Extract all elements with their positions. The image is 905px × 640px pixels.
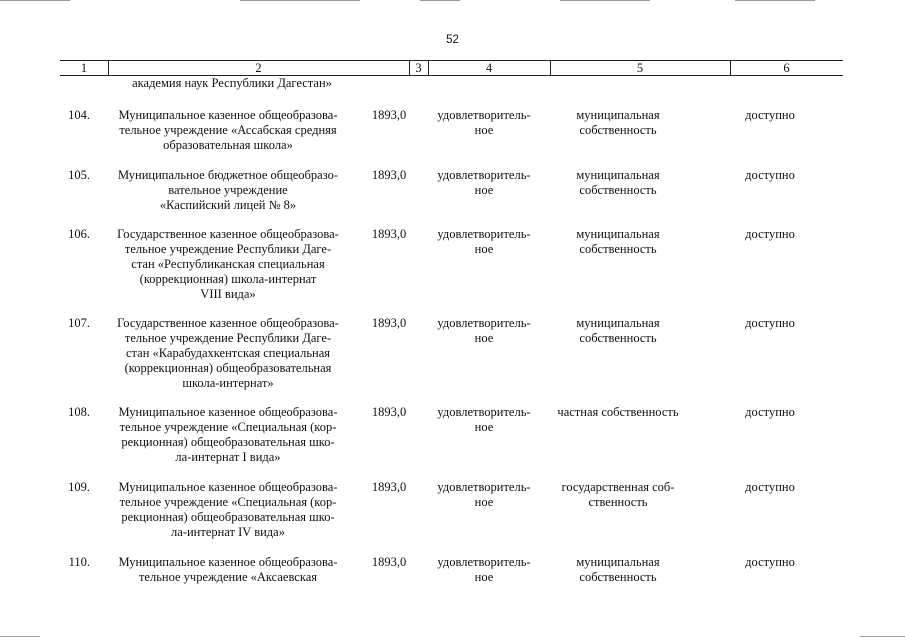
ownership-line: муниципальная (576, 227, 660, 241)
row-number: 108. (68, 405, 90, 419)
institution-name-line: Муниципальное казенное общеобразова- (118, 405, 338, 419)
ownership (548, 480, 688, 510)
availability: доступно (745, 555, 795, 569)
institution-name (108, 480, 348, 540)
institution-name-line: (коррекционная) школа-интернат (139, 272, 317, 286)
institution-name-line: тельное учреждение «Специальная (кор- (119, 495, 337, 509)
institution-name-line: тельное учреждение «Ассабская средняя (119, 123, 337, 137)
scan-artifact-top (0, 0, 70, 1)
ownership-line: собственность (579, 570, 657, 584)
institution-name-line: тельное учреждение «Аксаевская (138, 570, 318, 584)
condition (428, 227, 540, 257)
area-value: 1893,0 (371, 227, 407, 241)
institution-name-line: «Каспийский лицей № 8» (159, 198, 297, 212)
condition-line: удовлетворитель- (437, 168, 531, 182)
condition (428, 168, 540, 198)
institution-name-line: тельное учреждение Республики Даге- (124, 331, 332, 345)
condition-line: ное (474, 570, 494, 584)
ownership-line: муниципальная (576, 316, 660, 330)
institution-name-line: стан «Республиканская специальная (131, 257, 325, 271)
institution-name-line: тельное учреждение Республики Даге- (124, 242, 332, 256)
ownership-line: собственность (579, 183, 657, 197)
ownership (548, 108, 688, 138)
condition-line: ное (474, 420, 494, 434)
area-value: 1893,0 (371, 405, 407, 419)
availability: доступно (745, 108, 795, 122)
ownership (548, 227, 688, 257)
page-number: 52 (446, 34, 459, 46)
institution-name (108, 555, 348, 585)
scan-artifact-top (240, 0, 360, 1)
ownership-line: собственность (579, 123, 657, 137)
ownership (548, 555, 688, 585)
row-number: 107. (68, 316, 90, 330)
condition-line: удовлетворитель- (437, 227, 531, 241)
availability: доступно (745, 480, 795, 494)
institution-name-line: Муниципальное казенное общеобразова- (118, 480, 338, 494)
area-value: 1893,0 (371, 480, 407, 494)
condition (428, 555, 540, 585)
ownership (548, 168, 688, 198)
institution-name-line: (коррекционная) общеобразовательная (124, 361, 332, 375)
institution-name (108, 405, 348, 465)
ownership-line: муниципальная (576, 168, 660, 182)
scan-artifact-bottom (860, 636, 905, 637)
condition-line: ное (474, 183, 494, 197)
institution-name-line: образовательная школа» (163, 138, 293, 152)
institution-name-line: Муниципальное казенное общеобразова- (118, 108, 338, 122)
column-header-2: 2 (255, 61, 262, 75)
ownership-line: частная собственность (557, 405, 679, 419)
area-value: 1893,0 (371, 168, 407, 182)
institution-name-line: Государственное казенное общеобразова- (117, 227, 339, 241)
area-value: 1893,0 (371, 316, 407, 330)
institution-name (108, 108, 348, 153)
row-number: 104. (68, 108, 90, 122)
condition-line: удовлетворитель- (437, 108, 531, 122)
ownership-line: государственная соб- (561, 480, 675, 494)
scan-artifact-top (735, 0, 815, 1)
institution-name-line: стан «Карабудахкентская специальная (125, 346, 331, 360)
institution-name-line: ла-интернат I вида» (175, 450, 281, 464)
area-value: 1893,0 (371, 108, 407, 122)
availability: доступно (745, 227, 795, 241)
institution-name-line: тельное учреждение «Специальная (кор- (119, 420, 337, 434)
institution-name-line: рекционная) общеобразовательная шко- (121, 510, 335, 524)
institution-name-line: Муниципальное бюджетное общеобразо- (117, 168, 338, 182)
scan-artifact-bottom (0, 636, 40, 637)
column-header-4: 4 (485, 61, 493, 75)
ownership-line: ственность (588, 495, 648, 509)
institution-name-line: рекционная) общеобразовательная шко- (121, 435, 335, 449)
condition-line: удовлетворитель- (437, 316, 531, 330)
availability: доступно (745, 168, 795, 182)
institution-name-line: ла-интернат IV вида» (171, 525, 285, 539)
column-header-1: 1 (80, 61, 88, 75)
column-header-3: 3 (415, 61, 422, 75)
institution-name-line: школа-интернат» (182, 376, 274, 390)
condition (428, 316, 540, 346)
column-header-5: 5 (636, 61, 644, 75)
institution-name (108, 316, 348, 391)
row-number: 105. (68, 168, 90, 182)
row-number: 106. (68, 227, 90, 241)
institution-name (108, 227, 348, 302)
table-header (60, 60, 843, 76)
column-header-6: 6 (783, 61, 790, 75)
row-number: 109. (68, 480, 90, 494)
ownership-line: муниципальная (576, 555, 660, 569)
institution-name-line: вательное учреждение (168, 183, 288, 197)
institution-name (108, 168, 348, 213)
condition (428, 480, 540, 510)
row-number: 110. (68, 555, 90, 569)
condition-line: удовлетворитель- (437, 405, 531, 419)
condition-line: ное (474, 123, 494, 137)
institution-name-line: Государственное казенное общеобразова- (117, 316, 339, 330)
condition (428, 108, 540, 138)
condition-line: удовлетворитель- (437, 480, 531, 494)
ownership-line: собственность (579, 242, 657, 256)
condition-line: удовлетворитель- (437, 555, 531, 569)
institution-name-line: Муниципальное казенное общеобразова- (118, 555, 338, 569)
ownership (548, 405, 688, 420)
ownership (548, 316, 688, 346)
continued-text: академия наук Республики Дагестан» (132, 76, 332, 90)
area-value: 1893,0 (371, 555, 407, 569)
scan-artifact-top (420, 0, 460, 1)
institution-name-line: VIII вида» (200, 287, 256, 301)
availability: доступно (745, 405, 795, 419)
condition-line: ное (474, 242, 494, 256)
condition-line: ное (474, 331, 494, 345)
availability: доступно (745, 316, 795, 330)
ownership-line: собственность (579, 331, 657, 345)
ownership-line: муниципальная (576, 108, 660, 122)
condition (428, 405, 540, 435)
condition-line: ное (474, 495, 494, 509)
scan-artifact-top (560, 0, 650, 1)
